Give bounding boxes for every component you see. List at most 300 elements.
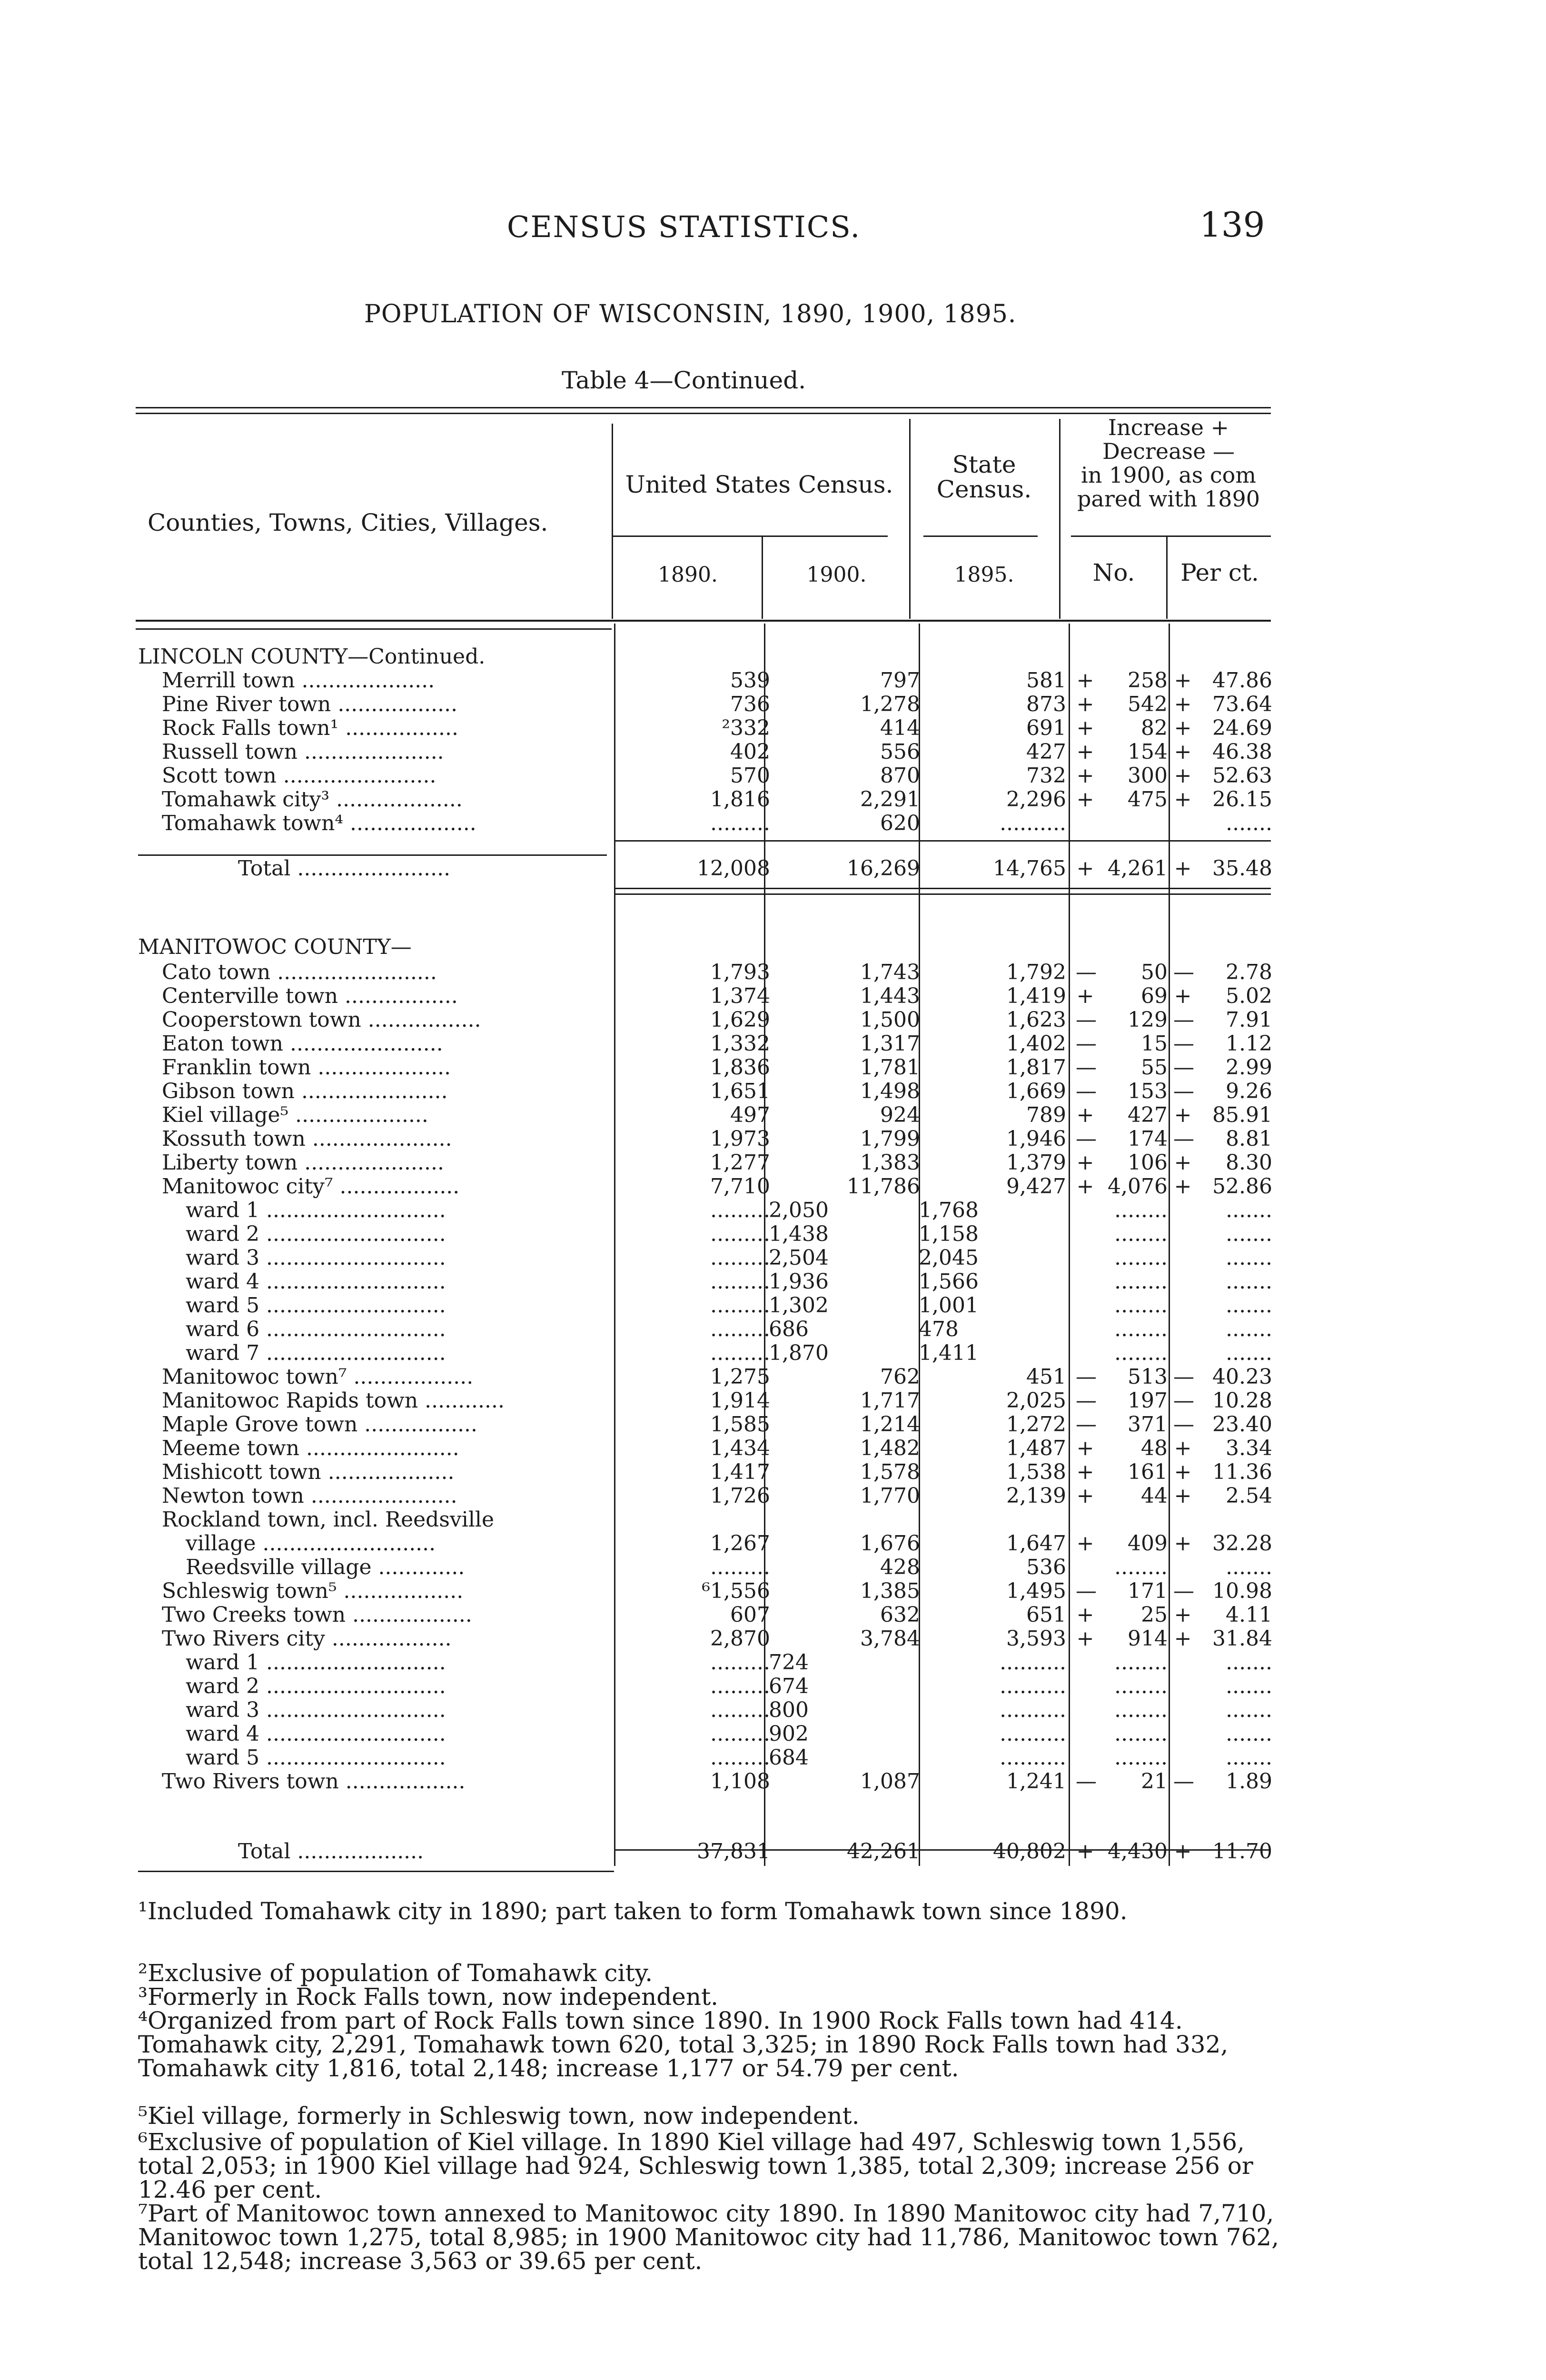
cell-change-no: 171 <box>1128 1579 1168 1603</box>
header-change-3: in 1900, as com <box>1081 462 1256 488</box>
cell-1890: 1,434 <box>710 1436 770 1460</box>
cell-sign: + <box>1076 787 1094 812</box>
cell-1895: 9,427 <box>1006 1174 1066 1199</box>
cell-sign: + <box>1076 764 1094 788</box>
total-row <box>0 1840 1546 1864</box>
row-label: Mishicott town ................... <box>162 1460 455 1484</box>
footnote: ³Formerly in Rock Falls town, now independent. <box>138 1983 719 2011</box>
cell-change-no: 371 <box>1128 1412 1168 1437</box>
cell-change-pct: 7.91 <box>1226 1008 1272 1032</box>
cell-1895: 1,495 <box>1006 1579 1066 1603</box>
cell-change-pct: 8.30 <box>1226 1150 1272 1175</box>
header-1890: 1890. <box>658 563 718 587</box>
row-label: ward 5 ........................... <box>186 1745 446 1770</box>
row-label: village .......................... <box>186 1531 436 1556</box>
cell-change-pct: 2.54 <box>1226 1484 1272 1508</box>
header-change-2: Decrease — <box>1102 438 1235 464</box>
cell-change-no: ........ <box>1114 1246 1168 1270</box>
row-label: Eaton town ....................... <box>162 1031 443 1056</box>
cell-change-no: 153 <box>1128 1079 1168 1103</box>
cell-1895: 1,669 <box>1006 1079 1066 1103</box>
cell-change-pct: ....... <box>1226 1293 1272 1318</box>
cell-change-no: 914 <box>1128 1626 1168 1651</box>
table-row <box>0 1127 1546 1151</box>
ward-row <box>0 1341 1546 1365</box>
cell-1900: 2,291 <box>860 787 920 812</box>
cell-1895: 1,647 <box>1006 1531 1066 1556</box>
cell-1895: .......... <box>1000 1674 1066 1698</box>
row-label: Manitowoc town⁷ .................. <box>162 1365 474 1389</box>
header-state-census-1: State <box>952 451 1016 478</box>
cell-1890: 1,629 <box>710 1008 770 1032</box>
cell-change-no: 409 <box>1128 1531 1168 1556</box>
cell-1890: ......... <box>710 1293 770 1318</box>
cell-1895: 2,296 <box>1006 787 1066 812</box>
cell-change-pct: 11.36 <box>1212 1460 1272 1484</box>
cell-change-pct: ....... <box>1226 1698 1272 1722</box>
cell-1890: 1,585 <box>710 1412 770 1437</box>
row-label: Merrill town .................... <box>162 668 435 693</box>
cell-1900: 1,743 <box>860 960 920 984</box>
cell-pct-sign: — <box>1173 1579 1194 1603</box>
table-row <box>0 1365 1546 1389</box>
cell-1895: 581 <box>1026 668 1066 693</box>
cell-change-no: 50 <box>1141 960 1168 984</box>
cell-1895: 14,765 <box>993 856 1066 881</box>
cell-1890: ......... <box>710 1650 770 1675</box>
cell-1900: 428 <box>880 1555 920 1579</box>
cell-1890: 607 <box>730 1603 770 1627</box>
cell-1895: 536 <box>1026 1555 1066 1579</box>
cell-1895: 1,419 <box>1006 984 1066 1008</box>
ward-row <box>0 1199 1546 1222</box>
cell-1900: 1,214 <box>860 1412 920 1437</box>
row-label: Tomahawk town⁴ ................... <box>162 811 476 835</box>
cell-1895-ward: 1,768 <box>919 1198 979 1222</box>
table-row <box>0 693 1546 716</box>
cell-1895: 789 <box>1026 1103 1066 1127</box>
cell-1890: 570 <box>730 764 770 788</box>
table-row <box>0 1389 1546 1413</box>
cell-change-pct: ....... <box>1226 1674 1272 1698</box>
cell-1895: 1,538 <box>1006 1460 1066 1484</box>
cell-1890: 1,836 <box>710 1055 770 1080</box>
cell-1895: 732 <box>1026 764 1066 788</box>
footnote: ²Exclusive of population of Tomahawk city. <box>138 1959 653 1987</box>
ward-row <box>0 1246 1546 1270</box>
row-label: Franklin town .................... <box>162 1055 451 1080</box>
cell-1900-ward: 684 <box>769 1745 809 1770</box>
cell-1900-ward: 686 <box>769 1317 809 1341</box>
row-label: Scott town ....................... <box>162 764 436 788</box>
cell-change-pct: 3.34 <box>1226 1436 1272 1460</box>
cell-1895: 1,379 <box>1006 1150 1066 1175</box>
cell-change-pct: ....... <box>1226 1555 1272 1579</box>
table-row <box>0 788 1546 812</box>
cell-change-pct: 10.28 <box>1212 1388 1272 1413</box>
cell-1890: 1,277 <box>710 1150 770 1175</box>
cell-change-pct: ....... <box>1226 811 1272 835</box>
row-label: Kossuth town ..................... <box>162 1127 452 1151</box>
cell-change-pct: 2.78 <box>1226 960 1272 984</box>
cell-pct-sign: + <box>1174 1603 1192 1627</box>
header-change-1: Increase + <box>1108 415 1229 440</box>
cell-1900-ward: 800 <box>769 1698 809 1722</box>
cell-sign: + <box>1076 856 1094 881</box>
cell-sign: + <box>1076 1460 1094 1484</box>
cell-pct-sign: + <box>1174 1103 1192 1127</box>
footnote: ⁶Exclusive of population of Kiel village. In 1890 Kiel village had 497, Schleswig town 1,556, total 2,053; in 1900 Kiel village had 924, Schleswig town 1,385, total 2,309; increase 256 or 12.46 per cent. <box>138 2128 1253 2203</box>
row-label: Centerville town ................. <box>162 984 458 1008</box>
cell-sign: + <box>1076 1484 1094 1508</box>
ward-row <box>0 1698 1546 1722</box>
table-row <box>0 1056 1546 1080</box>
row-label: ward 1 ........................... <box>186 1198 446 1222</box>
cell-1890: ⁶1,556 <box>702 1579 770 1603</box>
table-row <box>0 812 1546 835</box>
cell-pct-sign: + <box>1174 984 1192 1008</box>
cell-1900: 762 <box>880 1365 920 1389</box>
row-label: Two Rivers city .................. <box>162 1626 452 1651</box>
cell-sign: — <box>1076 1079 1097 1103</box>
cell-change-pct: ....... <box>1226 1222 1272 1246</box>
header-us-census: United States Census. <box>625 471 893 498</box>
cell-change-pct: 23.40 <box>1212 1412 1272 1437</box>
cell-change-no: 161 <box>1128 1460 1168 1484</box>
cell-pct-sign: + <box>1174 1436 1192 1460</box>
cell-change-no: 106 <box>1128 1150 1168 1175</box>
cell-pct-sign: + <box>1174 856 1192 881</box>
table-row <box>0 669 1546 693</box>
county-heading-label: LINCOLN COUNTY—Continued. <box>138 645 486 669</box>
cell-1890: ......... <box>710 1341 770 1365</box>
footnote: ⁵Kiel village, formerly in Schleswig town, now independent. <box>138 2102 860 2130</box>
cell-1890: 2,870 <box>710 1626 770 1651</box>
cell-change-no: 4,261 <box>1108 856 1168 881</box>
header-1895: 1895. <box>954 563 1014 587</box>
cell-pct-sign: + <box>1174 1484 1192 1508</box>
header-counties: Counties, Towns, Cities, Villages. <box>148 509 548 536</box>
table-row <box>0 1627 1546 1651</box>
footnote: ¹Included Tomahawk city in 1890; part taken to form Tomahawk town since 1890. <box>138 1897 1128 1925</box>
cell-1890: 1,108 <box>710 1769 770 1794</box>
cell-sign: — <box>1076 1008 1097 1032</box>
cell-1900: 11,786 <box>847 1174 920 1199</box>
cell-change-pct: 85.91 <box>1212 1103 1272 1127</box>
cell-1900: 1,498 <box>860 1079 920 1103</box>
header-no: No. <box>1092 559 1135 586</box>
cell-1890: 7,710 <box>710 1174 770 1199</box>
cell-change-no: 15 <box>1141 1031 1168 1056</box>
row-label: Total ....................... <box>238 856 451 881</box>
cell-change-pct: ....... <box>1226 1198 1272 1222</box>
cell-1895-ward: 1,158 <box>919 1222 979 1246</box>
row-label: Meeme town ....................... <box>162 1436 459 1460</box>
cell-change-pct: 1.12 <box>1226 1031 1272 1056</box>
row-label: ward 2 ........................... <box>186 1222 446 1246</box>
cell-1895: 651 <box>1026 1603 1066 1627</box>
cell-1890: ......... <box>710 1269 770 1294</box>
cell-pct-sign: + <box>1174 1150 1192 1175</box>
cell-1900: 870 <box>880 764 920 788</box>
cell-1900: 1,278 <box>860 692 920 716</box>
cell-1900: 1,770 <box>860 1484 920 1508</box>
row-label: Manitowoc city⁷ .................. <box>162 1174 460 1199</box>
table-row <box>0 1508 1546 1532</box>
cell-1895: .......... <box>1000 1650 1066 1675</box>
cell-change-pct: ....... <box>1226 1650 1272 1675</box>
cell-change-no: ........ <box>1114 1555 1168 1579</box>
cell-change-no: 475 <box>1128 787 1168 812</box>
cell-1900: 3,784 <box>860 1626 920 1651</box>
cell-change-no: ........ <box>1114 1317 1168 1341</box>
cell-1900: 1,317 <box>860 1031 920 1056</box>
cell-pct-sign: — <box>1173 1127 1194 1151</box>
cell-sign: + <box>1076 740 1094 764</box>
total-row <box>0 857 1546 881</box>
cell-1895: 1,817 <box>1006 1055 1066 1080</box>
cell-1895: 451 <box>1026 1365 1066 1389</box>
footnote: ⁴Organized from part of Rock Falls town since 1890. In 1900 Rock Falls town had 414. Tomahawk city, 2,291, Tomahawk town 620, total 3,325; in 1890 Rock Falls town had 332, Tomahawk city 1,816, total 2,148; increase 1,177 or 54.79 per cent. <box>138 2007 1229 2082</box>
cell-change-pct: ....... <box>1226 1341 1272 1365</box>
cell-pct-sign: — <box>1173 1079 1194 1103</box>
cell-change-pct: 10.98 <box>1212 1579 1272 1603</box>
cell-change-pct: 32.28 <box>1212 1531 1272 1556</box>
cell-change-pct: 4.11 <box>1226 1603 1272 1627</box>
cell-change-no: ........ <box>1114 1198 1168 1222</box>
cell-1890: ......... <box>710 1222 770 1246</box>
row-label: ward 5 ........................... <box>186 1293 446 1318</box>
cell-1890: 736 <box>730 692 770 716</box>
row-label: Kiel village⁵ .................... <box>162 1103 428 1127</box>
cell-sign: — <box>1076 1365 1097 1389</box>
cell-1900: 1,717 <box>860 1388 920 1413</box>
cell-1890: 1,726 <box>710 1484 770 1508</box>
cell-change-pct: ....... <box>1226 1269 1272 1294</box>
cell-change-pct: 52.86 <box>1212 1174 1272 1199</box>
cell-change-no: 427 <box>1128 1103 1168 1127</box>
cell-1890: 12,008 <box>697 856 770 881</box>
cell-1900: 924 <box>880 1103 920 1127</box>
ward-row <box>0 1675 1546 1698</box>
cell-1895: 1,241 <box>1006 1769 1066 1794</box>
cell-change-no: 258 <box>1128 668 1168 693</box>
row-label: ward 6 ........................... <box>186 1317 446 1341</box>
cell-sign: + <box>1076 716 1094 740</box>
cell-pct-sign: + <box>1174 692 1192 716</box>
row-label: ward 2 ........................... <box>186 1674 446 1698</box>
row-label: Gibson town ...................... <box>162 1079 448 1103</box>
cell-change-pct: 11.70 <box>1212 1839 1272 1864</box>
cell-pct-sign: — <box>1173 1055 1194 1080</box>
cell-1895: .......... <box>1000 811 1066 835</box>
cell-sign: + <box>1076 692 1094 716</box>
cell-sign: — <box>1076 1055 1097 1080</box>
cell-1890: 402 <box>730 740 770 764</box>
cell-1890: 1,793 <box>710 960 770 984</box>
row-label: ward 4 ........................... <box>186 1722 446 1746</box>
cell-1900-ward: 1,438 <box>769 1222 829 1246</box>
cell-pct-sign: + <box>1174 1531 1192 1556</box>
table-row <box>0 1008 1546 1032</box>
cell-1900: 632 <box>880 1603 920 1627</box>
table-row <box>0 1532 1546 1556</box>
cell-change-no: 4,430 <box>1108 1839 1168 1864</box>
cell-change-no: 174 <box>1128 1127 1168 1151</box>
table-row <box>0 1413 1546 1437</box>
cell-1900-ward: 674 <box>769 1674 809 1698</box>
ward-row <box>0 1746 1546 1770</box>
cell-1895: 40,802 <box>993 1839 1066 1864</box>
cell-sign: + <box>1076 1174 1094 1199</box>
cell-pct-sign: — <box>1173 1388 1194 1413</box>
cell-pct-sign: + <box>1174 740 1192 764</box>
cell-pct-sign: + <box>1174 1626 1192 1651</box>
cell-change-no: ........ <box>1114 1650 1168 1675</box>
cell-1900: 16,269 <box>847 856 920 881</box>
table-row <box>0 1460 1546 1484</box>
cell-pct-sign: — <box>1173 1365 1194 1389</box>
cell-change-no: 21 <box>1141 1769 1168 1794</box>
footnote: ⁷Part of Manitowoc town annexed to Manitowoc city 1890. In 1890 Manitowoc city had 7,710, Manitowoc town 1,275, total 8,985; in 1900 Manitowoc city had 11,786, Manitowoc town 762, total 12,548; increase 3,563 or 39.65 per cent. <box>138 2200 1279 2275</box>
cell-1890: ......... <box>710 1698 770 1722</box>
cell-1900: 1,578 <box>860 1460 920 1484</box>
page-number: 139 <box>1199 205 1265 245</box>
cell-change-no: ........ <box>1114 1222 1168 1246</box>
cell-sign: + <box>1076 1626 1094 1651</box>
cell-change-pct: 52.63 <box>1212 764 1272 788</box>
cell-1895: 873 <box>1026 692 1066 716</box>
cell-pct-sign: + <box>1174 764 1192 788</box>
cell-1890: ......... <box>710 1555 770 1579</box>
cell-change-no: 300 <box>1128 764 1168 788</box>
ward-row <box>0 1651 1546 1675</box>
cell-1900: 1,676 <box>860 1531 920 1556</box>
cell-1895: .......... <box>1000 1698 1066 1722</box>
cell-sign: + <box>1076 984 1094 1008</box>
cell-sign: — <box>1076 1412 1097 1437</box>
cell-change-pct: 31.84 <box>1212 1626 1272 1651</box>
cell-sign: — <box>1076 960 1097 984</box>
cell-1895: 1,272 <box>1006 1412 1066 1437</box>
cell-change-pct: 1.89 <box>1226 1769 1272 1794</box>
row-label: Tomahawk city³ ................... <box>162 787 463 812</box>
cell-1895-ward: 2,045 <box>919 1246 979 1270</box>
cell-1890: ²332 <box>722 716 770 740</box>
row-label: Russell town ..................... <box>162 740 444 764</box>
cell-1895: 2,139 <box>1006 1484 1066 1508</box>
cell-change-pct: 46.38 <box>1212 740 1272 764</box>
table-row <box>0 1603 1546 1627</box>
table-row <box>0 1556 1546 1579</box>
cell-1890: 1,816 <box>710 787 770 812</box>
cell-change-no: 197 <box>1128 1388 1168 1413</box>
cell-change-no: ........ <box>1114 1745 1168 1770</box>
cell-1895: 691 <box>1026 716 1066 740</box>
cell-1895: 1,946 <box>1006 1127 1066 1151</box>
county-heading-label: MANITOWOC COUNTY— <box>138 935 412 959</box>
cell-1900: 1,385 <box>860 1579 920 1603</box>
cell-1890: ......... <box>710 1246 770 1270</box>
table-row <box>0 1175 1546 1199</box>
row-label: Schleswig town⁵ .................. <box>162 1579 464 1603</box>
cell-change-pct: 47.86 <box>1212 668 1272 693</box>
cell-1895: 1,487 <box>1006 1436 1066 1460</box>
county-heading <box>0 935 1546 959</box>
cell-sign: — <box>1076 1388 1097 1413</box>
header-pct: Per ct. <box>1180 559 1259 586</box>
cell-1890: 1,973 <box>710 1127 770 1151</box>
cell-sign: — <box>1076 1127 1097 1151</box>
cell-sign: — <box>1076 1769 1097 1794</box>
cell-change-pct: 73.64 <box>1212 692 1272 716</box>
cell-change-pct: 5.02 <box>1226 984 1272 1008</box>
row-label: Manitowoc Rapids town ............ <box>162 1388 505 1413</box>
cell-1900-ward: 902 <box>769 1722 809 1746</box>
cell-change-no: ........ <box>1114 1698 1168 1722</box>
table-row <box>0 1151 1546 1175</box>
cell-1890: 1,374 <box>710 984 770 1008</box>
cell-change-pct: 24.69 <box>1212 716 1272 740</box>
row-label: Maple Grove town ................. <box>162 1412 478 1437</box>
cell-sign: + <box>1076 668 1094 693</box>
cell-pct-sign: — <box>1173 1769 1194 1794</box>
cell-1890: ......... <box>710 1722 770 1746</box>
cell-change-pct: 8.81 <box>1226 1127 1272 1151</box>
cell-1890: 1,267 <box>710 1531 770 1556</box>
row-label: Liberty town ..................... <box>162 1150 444 1175</box>
table-row <box>0 1484 1546 1508</box>
table-row <box>0 1080 1546 1103</box>
table-row <box>0 1770 1546 1794</box>
cell-change-pct: ....... <box>1226 1246 1272 1270</box>
cell-pct-sign: — <box>1173 960 1194 984</box>
cell-1895-ward: 478 <box>919 1317 959 1341</box>
row-label: Total ................... <box>238 1839 424 1864</box>
table-row <box>0 1579 1546 1603</box>
cell-change-no: ........ <box>1114 1722 1168 1746</box>
cell-sign: + <box>1076 1839 1094 1864</box>
cell-change-no: 48 <box>1141 1436 1168 1460</box>
row-label: Reedsville village ............. <box>186 1555 465 1579</box>
cell-1900: 1,500 <box>860 1008 920 1032</box>
cell-change-no: 4,076 <box>1108 1174 1168 1199</box>
cell-change-pct: 2.99 <box>1226 1055 1272 1080</box>
cell-change-no: 129 <box>1128 1008 1168 1032</box>
cell-1895: 1,402 <box>1006 1031 1066 1056</box>
cell-change-pct: ....... <box>1226 1317 1272 1341</box>
cell-1900-ward: 2,504 <box>769 1246 829 1270</box>
table-row <box>0 716 1546 740</box>
row-label: Two Creeks town .................. <box>162 1603 472 1627</box>
cell-1900: 42,261 <box>847 1839 920 1864</box>
cell-1900-ward: 1,936 <box>769 1269 829 1294</box>
page-title: POPULATION OF WISCONSIN, 1890, 1900, 1895. <box>364 300 1017 328</box>
cell-change-pct: 9.26 <box>1226 1079 1272 1103</box>
row-label: Two Rivers town .................. <box>162 1769 466 1794</box>
cell-sign: + <box>1076 1103 1094 1127</box>
cell-1895-ward: 1,001 <box>919 1293 979 1318</box>
header-1900: 1900. <box>806 563 867 587</box>
cell-1895: 427 <box>1026 740 1066 764</box>
cell-1890: 1,417 <box>710 1460 770 1484</box>
cell-sign: + <box>1076 1603 1094 1627</box>
row-label: ward 3 ........................... <box>186 1698 446 1722</box>
ward-row <box>0 1722 1546 1746</box>
cell-1890: ......... <box>710 1198 770 1222</box>
table-row <box>0 1103 1546 1127</box>
cell-1900: 1,443 <box>860 984 920 1008</box>
